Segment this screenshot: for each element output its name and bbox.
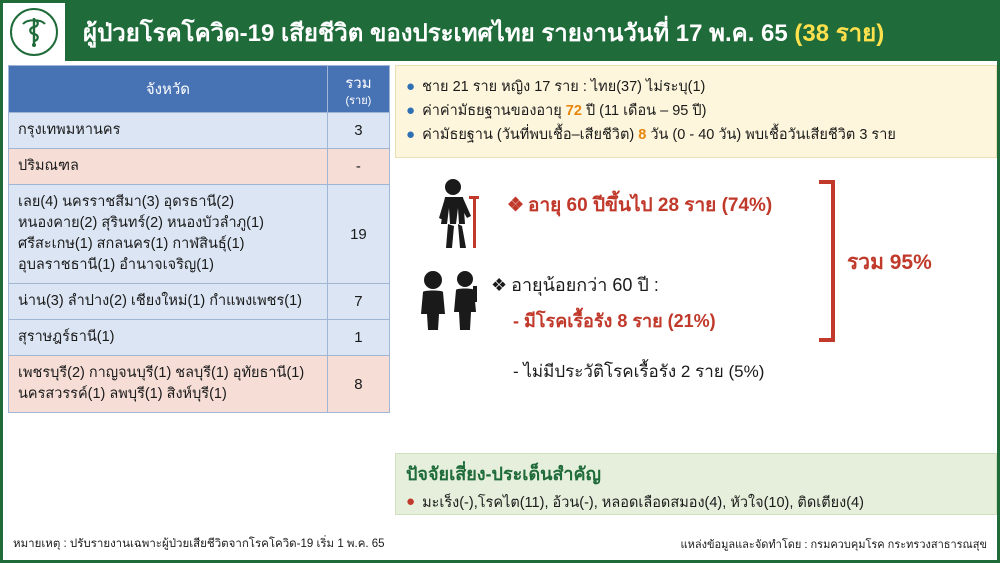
summary-text-2-value: 72 [565, 103, 582, 119]
cell-province: สุราษฎร์ธานี(1) [9, 320, 328, 356]
bullet-icon: ● [406, 78, 416, 95]
ministry-of-public-health-logo-icon [10, 8, 58, 56]
cell-total: 8 [327, 356, 389, 413]
table-row [9, 149, 390, 185]
summary-line-median-age [406, 100, 986, 122]
summary-text-3-value: 8 [638, 127, 647, 143]
cell-total: - [327, 149, 389, 185]
cell-total: 3 [327, 113, 389, 149]
header-bar [3, 3, 997, 61]
cell-total: 7 [327, 284, 389, 320]
cell-province: ปริมณฑล [9, 149, 328, 185]
age-elderly-text [507, 190, 772, 220]
adult-persons-icon [411, 270, 497, 332]
logo-container [3, 3, 65, 61]
summary-text-3-post: วัน (0 - 40 วัน) พบเชื้อวันเสียชีวิต 3 ราย [646, 127, 896, 143]
province-table [8, 65, 390, 413]
summary-line-sex-nationality [406, 76, 986, 98]
bullet-icon: ● [406, 126, 416, 143]
combined-total-label: รวม 95% [847, 251, 932, 274]
cell-province: เลย(4) นครราชสีมา(3) อุดรธานี(2) หนองคาย(2) สุรินทร์(2) หนองบัวลำภู(1) ศรีสะเกษ(1) สกลนคร(1) กาฬสินธุ์(1) อุบลราชธานี(1) อำนาจเจริญ(1) [9, 185, 328, 284]
summary-text-3-pre: ค่ามัธยฐาน (วันที่พบเชื้อ–เสียชีวิต) [422, 127, 639, 143]
diamond-bullet-icon: ❖ [491, 275, 508, 295]
age-elderly-label: อายุ 60 ปีขึ้นไป 28 ราย (74%) [528, 195, 773, 216]
summary-line-median-days [406, 124, 986, 146]
risk-factors-text: มะเร็ง(-),โรคไต(11), อ้วน(-), หลอดเลือดสมอง(4), หัวใจ(10), ติดเตียง(4) [422, 495, 864, 511]
table-row [9, 113, 390, 149]
table-row [9, 320, 390, 356]
risk-factors-title: ปัจจัยเสี่ยง-ประเด็นสำคัญ [406, 464, 601, 484]
cell-province: น่าน(3) ลำปาง(2) เชียงใหม่(1) กำแพงเพชร(1) [9, 284, 328, 320]
summary-text-1: ชาย 21 ราย หญิง 17 ราย : ไทย(37) ไม่ระบุ(1) [422, 79, 706, 95]
column-header-total-label: รวม [345, 74, 372, 92]
age-breakdown-block [395, 158, 997, 458]
cell-total: 1 [327, 320, 389, 356]
column-header-total-unit: (ราย) [345, 94, 372, 107]
summary-text-3 [422, 124, 896, 146]
province-table-container [8, 65, 390, 413]
risk-factors-box [395, 453, 997, 515]
footer-note: หมายเหตุ : ปรับรายงานเฉพาะผู้ป่วยเสียชีวิตจากโรคโควิด-19 เริ่ม 1 พ.ค. 65 [13, 538, 385, 550]
summary-box [395, 65, 997, 158]
age-younger-label: อายุน้อยกว่า 60 ปี : [511, 275, 659, 295]
elderly-person-icon [423, 178, 493, 250]
age-younger-text [491, 270, 659, 299]
risk-factors-line [406, 491, 986, 514]
summary-text-2-post: ปี (11 เดือน – 95 ปี) [581, 103, 707, 119]
age-younger-nochronic: - ไม่มีประวัติโรคเรื้อรัง 2 ราย (5%) [513, 362, 765, 381]
age-younger-chronic: - มีโรคเรื้อรัง 8 ราย (21%) [513, 311, 716, 331]
cell-province: เพชรบุรี(2) กาญจนบุรี(1) ชลบุรี(1) อุทัยธานี(1) นครสวรรค์(1) ลพบุรี(1) สิงห์บุรี(1) [9, 356, 328, 413]
table-body [9, 113, 390, 413]
bullet-icon: ● [406, 102, 416, 119]
right-column [395, 65, 997, 458]
page-title-count: (38 ราย) [794, 19, 885, 47]
page-title-main: ผู้ป่วยโรคโควิด-19 เสียชีวิต ของประเทศไทย รายงานวันที่ 17 พ.ค. 65 [83, 19, 788, 47]
table-row [9, 185, 390, 284]
column-header-province: จังหวัด [9, 66, 328, 113]
column-header-total [327, 66, 389, 113]
table-row [9, 356, 390, 413]
cell-province: กรุงเทพมหานคร [9, 113, 328, 149]
footer-source: แหล่งข้อมูลและจัดทำโดย : กรมควบคุมโรค กระทรวงสาธารณสุข [680, 539, 987, 551]
grouping-bracket [819, 180, 835, 342]
table-header-row [9, 66, 390, 113]
cell-total: 19 [327, 185, 389, 284]
summary-text-2-pre: ค่าค่ามัธยฐานของอายุ [422, 103, 566, 119]
diamond-bullet-icon: ❖ [507, 195, 525, 216]
table-row [9, 284, 390, 320]
summary-text-2 [422, 100, 706, 122]
bullet-icon: ● [406, 493, 416, 510]
page-title [65, 13, 884, 52]
